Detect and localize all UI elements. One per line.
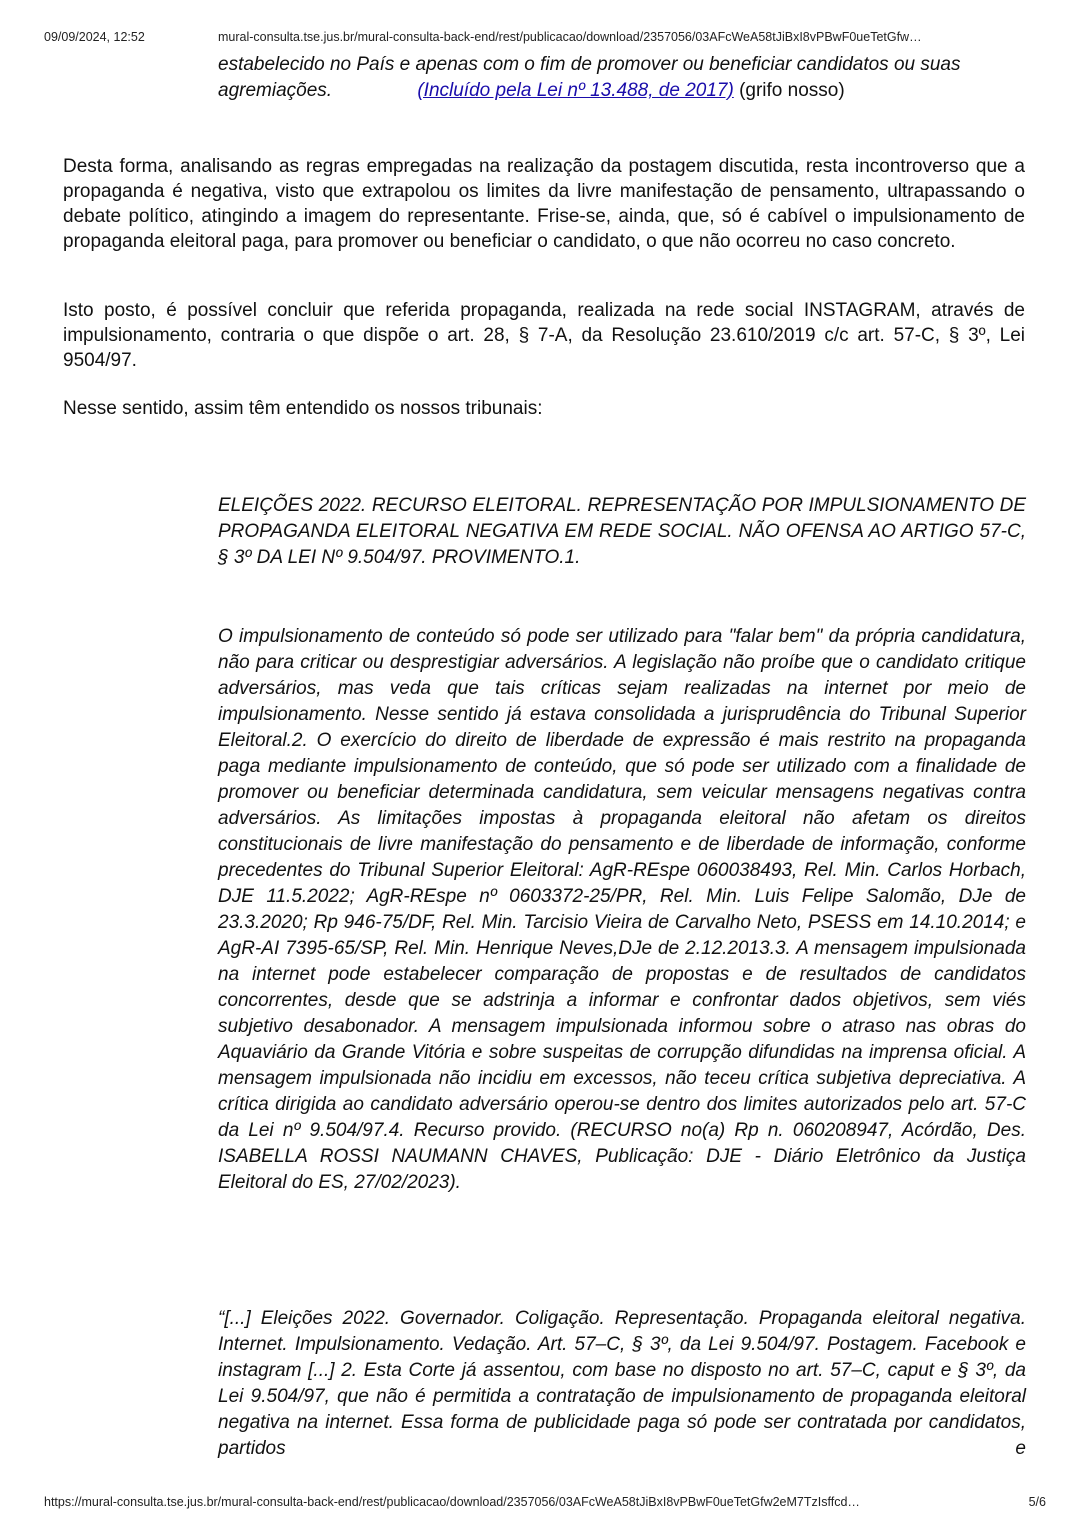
print-header-url: mural-consulta.tse.jus.br/mural-consulta-back-end/rest/publicacao/download/2357056/03AFcWeA58tJiBxI8vPBwF0ueTetGfw…: [218, 30, 922, 44]
law-quote-excerpt: [218, 52, 1026, 104]
paragraph-analysis: Desta forma, analisando as regras empregadas na realização da postagem discutida, resta incontroverso que a propaganda é negativa, visto que extrapolou os limites da livre manifestação de pensamento, ultrapassando o debate político, atingindo a imagem do representante. Frise-se, ainda, que, só é cabível o impulsionamento de propaganda eleitoral paga, para promover ou beneficiar o candidato, o que não ocorreu no caso concreto.: [63, 156, 1025, 252]
print-datetime: 09/09/2024, 12:52: [44, 30, 145, 44]
paragraph-jurisprudence-intro: Nesse sentido, assim têm entendido os nossos tribunais:: [63, 398, 543, 419]
citation-heading: ELEIÇÕES 2022. RECURSO ELEITORAL. REPRESENTAÇÃO POR IMPULSIONAMENTO DE PROPAGANDA ELEITORAL NEGATIVA EM REDE SOCIAL. NÃO OFENSA AO ARTIGO 57-C, § 3º DA LEI Nº 9.504/97. PROVIMENTO.1.: [218, 495, 1026, 568]
page-number: 5/6: [1028, 1495, 1046, 1509]
print-footer-url: https://mural-consulta.tse.jus.br/mural-consulta-back-end/rest/publicacao/download/2357056/03AFcWeA58tJiBxI8vPBwF0ueTetGfw2eM7TzIsffcd…: [44, 1495, 860, 1509]
citation-second: “[...] Eleições 2022. Governador. Coligação. Representação. Propaganda eleitoral negativa. Internet. Impulsionamento. Vedação. Art. 57–C, § 3º, da Lei 9.504/97. Postagem. Facebook e instagram [...] 2. Esta Corte já assentou, com base no disposto no art. 57–C, caput e § 3º, da Lei 9.504/97, que não é permitida a contratação de impulsionamento de propaganda eleitoral negativa na internet. Essa forma de publicidade paga só pode ser contratada por candidatos, partidos e: [218, 1308, 1026, 1459]
law-quote-text: estabelecido no País e apenas com o fim de promover ou beneficiar candidatos ou suas agremiações.: [218, 54, 961, 101]
law-amendment-link[interactable]: (Incluído pela Lei nº 13.488, de 2017): [417, 80, 734, 101]
emphasis-note: (grifo nosso): [733, 80, 845, 101]
paragraph-conclusion: Isto posto, é possível concluir que referida propaganda, realizada na rede social INSTAGRAM, através de impulsionamento, contraria o que dispõe o art. 28, § 7-A, da Resolução 23.610/2019 c/c art. 57-C, § 3º, Lei 9504/97.: [63, 300, 1025, 371]
citation-body: O impulsionamento de conteúdo só pode ser utilizado para "falar bem" da própria candidatura, não para criticar ou desprestigiar adversários. A legislação não proíbe que o candidato critique adversários, mas veda que tais críticas sejam realizadas na internet por meio de impulsionamento. Nesse sentido já estava consolidada a jurisprudência do Tribunal Superior Eleitoral.2. O exercício do direito de liberdade de expressão é mais restrito na propaganda paga mediante impulsionamento de conteúdo, que só pode ser utilizado com a finalidade de promover ou beneficiar determinada candidatura, sem veicular mensagens negativas contra adversários. As limitações impostas à propaganda eleitoral não afetam os direitos constitucionais de livre manifestação do pensamento e de liberdade de informação, conforme precedentes do Tribunal Superior Eleitoral: AgR-REspe 060038493, Rel. Min. Carlos Horbach, DJE 11.5.2022; AgR-REspe nº 0603372-25/PR, Rel. Min. Luis Felipe Salomão, DJe de 23.3.2020; Rp 946-75/DF, Rel. Min. Tarcisio Vieira de Carvalho Neto, PSESS em 14.10.2014; e AgR-AI 7395-65/SP, Rel. Min. Henrique Neves,DJe de 2.12.2013.3. A mensagem impulsionada na internet pode estabelecer comparação de propostas e de resultados de candidatos concorrentes, desde que se adstrinja a informar e confrontar dados objetivos, sem viés subjetivo desabonador. A mensagem impulsionada informou sobre o atraso nas obras do Aquaviário da Grande Vitória e sobre suspeitas de corrupção difundidas na imprensa oficial. A mensagem impulsionada não incidiu em excessos, não teceu crítica subjetiva depreciativa. A crítica dirigida ao candidato adversário operou-se dentro dos limites autorizados pelo art. 57-C da Lei nº 9.504/97.4. Recurso provido. (RECURSO no(a) Rp n. 060208947, Acórdão, Des. ISABELLA ROSSI NAUMANN CHAVES, Publicação: DJE - Diário Eletrônico da Justiça Eleitoral do ES, 27/02/2023).: [218, 626, 1026, 1193]
